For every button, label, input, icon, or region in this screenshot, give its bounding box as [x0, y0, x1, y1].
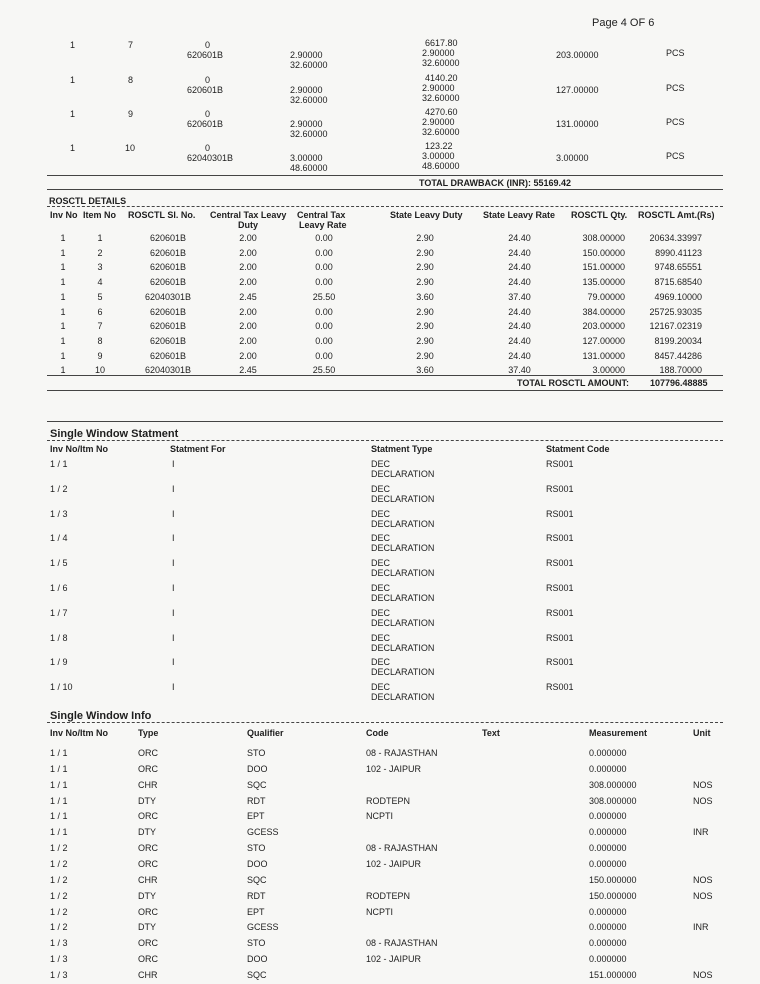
- inv-itm-no: 1 / 1: [50, 796, 68, 806]
- central-tax-duty: 2.00: [239, 321, 257, 331]
- col-code: Code: [366, 728, 389, 738]
- quantity: 3.00000: [556, 153, 589, 163]
- statment-code: RS001: [546, 558, 574, 568]
- rosctl-total-label: TOTAL ROSCTL AMOUNT:: [517, 378, 629, 388]
- rate-line: 2.90000: [290, 50, 323, 60]
- statment-type: DECLARATION: [371, 643, 435, 653]
- quantity: 203.00000: [556, 50, 599, 60]
- rosctl-sl-no: 620601B: [149, 277, 187, 287]
- unit: NOS: [693, 891, 713, 901]
- amount-line: 32.60000: [422, 58, 460, 68]
- code-line: 620601B: [187, 119, 224, 129]
- statment-for: I: [172, 657, 175, 667]
- measurement: 0.000000: [589, 938, 627, 948]
- inv-no: 1: [70, 40, 76, 50]
- col-unit: Unit: [693, 728, 711, 738]
- amount-line: 2.90000: [422, 117, 455, 127]
- rosctl-qty: 150.00000: [582, 248, 625, 258]
- code: 08 - RAJASTHAN: [366, 748, 438, 758]
- inv-no: 1: [60, 262, 66, 272]
- statment-type: DEC: [371, 682, 391, 692]
- rosctl-sl-no: 62040301B: [144, 365, 192, 375]
- rate-line: 32.60000: [290, 129, 328, 139]
- col-qualifier: Qualifier: [247, 728, 284, 738]
- inv-no: 1: [60, 292, 66, 302]
- code: 102 - JAIPUR: [366, 859, 422, 869]
- swi-title: Single Window Info: [50, 710, 152, 722]
- code: NCPTI: [366, 811, 393, 821]
- inv-itm-no: 1 / 1: [50, 827, 68, 837]
- qualifier: STO: [247, 938, 266, 948]
- central-tax-rate: 0.00: [315, 351, 333, 361]
- central-tax-duty: 2.00: [239, 336, 257, 346]
- col-statment-for: Statment For: [170, 444, 226, 454]
- type: DTY: [138, 922, 156, 932]
- inv-no: 1: [60, 277, 66, 287]
- measurement: 308.000000: [589, 796, 637, 806]
- qualifier: DOO: [247, 859, 268, 869]
- code-line: 0: [205, 75, 211, 85]
- item-no: 7: [128, 40, 134, 50]
- state-leavy-rate: 24.40: [508, 248, 531, 258]
- rosctl-sl-no: 620601B: [149, 321, 187, 331]
- rate-line: 32.60000: [290, 95, 328, 105]
- measurement: 308.000000: [589, 780, 637, 790]
- inv-no: 1: [60, 248, 66, 258]
- item-no: 10: [94, 365, 105, 375]
- measurement: 150.000000: [589, 891, 637, 901]
- inv-itm-no: 1 / 3: [50, 954, 68, 964]
- rosctl-sl-no: 620601B: [149, 262, 187, 272]
- central-tax-duty: 2.45: [239, 365, 257, 375]
- state-leavy-duty: 2.90: [416, 248, 434, 258]
- statment-code: RS001: [546, 484, 574, 494]
- statment-for: I: [172, 558, 175, 568]
- inv-itm-no: 1 / 1: [50, 780, 68, 790]
- inv-itm-no: 1 / 2: [50, 922, 68, 932]
- statment-for: I: [172, 633, 175, 643]
- central-tax-duty: 2.45: [239, 292, 257, 302]
- rosctl-sl-no: 620601B: [149, 336, 187, 346]
- inv-no: 1: [60, 233, 66, 243]
- item-no: 10: [125, 143, 136, 153]
- central-tax-rate: 0.00: [315, 321, 333, 331]
- unit: PCS: [666, 151, 685, 161]
- rate-line: 2.90000: [290, 85, 323, 95]
- inv-itm-no: 1 / 7: [50, 608, 68, 618]
- col-central-tax-leavy-rate: Leavy Rate: [299, 220, 347, 230]
- statment-code: RS001: [546, 682, 574, 692]
- inv-itm-no: 1 / 2: [50, 484, 68, 494]
- divider: [47, 175, 723, 176]
- qualifier: DOO: [247, 954, 268, 964]
- statment-type: DEC: [371, 608, 391, 618]
- central-tax-duty: 2.00: [239, 307, 257, 317]
- rosctl-qty: 131.00000: [582, 351, 625, 361]
- inv-itm-no: 1 / 1: [50, 748, 68, 758]
- inv-no: 1: [70, 75, 76, 85]
- type: ORC: [138, 954, 158, 964]
- statment-type: DECLARATION: [371, 618, 435, 628]
- state-leavy-rate: 37.40: [508, 292, 531, 302]
- statment-for: I: [172, 533, 175, 543]
- unit: INR: [693, 922, 709, 932]
- statment-type: DECLARATION: [371, 593, 435, 603]
- central-tax-duty: 2.00: [239, 277, 257, 287]
- col-rosctl-qty: ROSCTL Qty.: [571, 210, 628, 220]
- rate-line: 48.60000: [290, 163, 328, 173]
- col-inv-no: Inv No: [50, 210, 78, 220]
- measurement: 0.000000: [589, 859, 627, 869]
- rosctl-amount: 8715.68540: [654, 277, 702, 287]
- code: 08 - RAJASTHAN: [366, 938, 438, 948]
- code: RODTEPN: [366, 796, 411, 806]
- measurement: 0.000000: [589, 764, 627, 774]
- code-line: 62040301B: [187, 153, 234, 163]
- rate-line: 2.90000: [290, 119, 323, 129]
- col-inv-itm-no: Inv No/Itm No: [50, 728, 108, 738]
- inv-itm-no: 1 / 1: [50, 764, 68, 774]
- inv-itm-no: 1 / 2: [50, 891, 68, 901]
- statment-code: RS001: [546, 583, 574, 593]
- statment-type: DECLARATION: [371, 469, 435, 479]
- rosctl-qty: 3.00000: [592, 365, 625, 375]
- type: DTY: [138, 796, 156, 806]
- col-rosctl-sl-no: ROSCTL Sl. No.: [128, 210, 196, 220]
- statment-for: I: [172, 484, 175, 494]
- qualifier: EPT: [247, 907, 265, 917]
- state-leavy-rate: 24.40: [508, 321, 531, 331]
- inv-itm-no: 1 / 6: [50, 583, 68, 593]
- col-statment-code: Statment Code: [546, 444, 610, 454]
- statment-type: DEC: [371, 657, 391, 667]
- code: 102 - JAIPUR: [366, 954, 422, 964]
- divider: [47, 421, 723, 422]
- inv-itm-no: 1 / 3: [50, 938, 68, 948]
- statment-code: RS001: [546, 657, 574, 667]
- central-tax-rate: 0.00: [315, 262, 333, 272]
- central-tax-rate: 0.00: [315, 307, 333, 317]
- measurement: 0.000000: [589, 811, 627, 821]
- col-inv-itm-no: Inv No/Itm No: [50, 444, 108, 454]
- dashed-divider: [47, 206, 723, 207]
- central-tax-rate: 0.00: [315, 233, 333, 243]
- type: ORC: [138, 764, 158, 774]
- total-drawback: TOTAL DRAWBACK (INR): 55169.42: [419, 178, 572, 188]
- inv-no: 1: [70, 109, 76, 119]
- code: 08 - RAJASTHAN: [366, 843, 438, 853]
- type: ORC: [138, 748, 158, 758]
- code-line: 620601B: [187, 50, 224, 60]
- statment-type: DECLARATION: [371, 519, 435, 529]
- divider: [47, 390, 723, 391]
- state-leavy-duty: 2.90: [416, 277, 434, 287]
- quantity: 131.00000: [556, 119, 599, 129]
- col-state-leavy-rate: State Leavy Rate: [483, 210, 556, 220]
- rosctl-qty: 127.00000: [582, 336, 625, 346]
- state-leavy-duty: 2.90: [416, 262, 434, 272]
- unit: NOS: [693, 796, 713, 806]
- inv-itm-no: 1 / 8: [50, 633, 68, 643]
- type: ORC: [138, 938, 158, 948]
- col-central-tax-leavy-rate: Central Tax: [297, 210, 346, 220]
- type: CHR: [138, 970, 158, 980]
- inv-itm-no: 1 / 3: [50, 509, 68, 519]
- unit: PCS: [666, 83, 685, 93]
- type: ORC: [138, 859, 158, 869]
- type: ORC: [138, 843, 158, 853]
- quantity: 127.00000: [556, 85, 599, 95]
- statment-code: RS001: [546, 633, 574, 643]
- unit: NOS: [693, 875, 713, 885]
- qualifier: GCESS: [247, 922, 279, 932]
- state-leavy-rate: 24.40: [508, 277, 531, 287]
- item-no: 7: [97, 321, 103, 331]
- item-no: 4: [97, 277, 103, 287]
- inv-itm-no: 1 / 3: [50, 970, 68, 980]
- statment-code: RS001: [546, 608, 574, 618]
- dashed-divider: [47, 722, 723, 723]
- rosctl-amount: 8457.44286: [654, 351, 702, 361]
- rosctl-sl-no: 620601B: [149, 307, 187, 317]
- inv-no: 1: [60, 336, 66, 346]
- rosctl-amount: 4969.10000: [654, 292, 702, 302]
- statment-type: DEC: [371, 509, 391, 519]
- inv-itm-no: 1 / 1: [50, 811, 68, 821]
- central-tax-duty: 2.00: [239, 233, 257, 243]
- statment-for: I: [172, 608, 175, 618]
- statment-type: DECLARATION: [371, 543, 435, 553]
- rosctl-amount: 25725.93035: [649, 307, 702, 317]
- state-leavy-rate: 24.40: [508, 262, 531, 272]
- type: ORC: [138, 811, 158, 821]
- rosctl-qty: 203.00000: [582, 321, 625, 331]
- statment-type: DEC: [371, 633, 391, 643]
- inv-no: 1: [60, 321, 66, 331]
- measurement: 0.000000: [589, 954, 627, 964]
- inv-no: 1: [60, 307, 66, 317]
- statment-code: RS001: [546, 533, 574, 543]
- amount-line: 32.60000: [422, 127, 460, 137]
- unit: NOS: [693, 780, 713, 790]
- unit: PCS: [666, 48, 685, 58]
- central-tax-rate: 0.00: [315, 336, 333, 346]
- central-tax-rate: 0.00: [315, 277, 333, 287]
- inv-itm-no: 1 / 2: [50, 875, 68, 885]
- rosctl-total-value: 107796.48885: [650, 378, 708, 388]
- central-tax-rate: 25.50: [312, 292, 336, 302]
- code-line: 0: [205, 40, 211, 50]
- divider: [47, 375, 723, 376]
- sws-title: Single Window Statment: [50, 428, 179, 440]
- inv-itm-no: 1 / 10: [50, 682, 73, 692]
- qualifier: EPT: [247, 811, 265, 821]
- item-no: 9: [128, 109, 134, 119]
- code: RODTEPN: [366, 891, 411, 901]
- statment-for: I: [172, 682, 175, 692]
- statment-code: RS001: [546, 509, 574, 519]
- statment-type: DECLARATION: [371, 568, 435, 578]
- statment-type: DEC: [371, 484, 391, 494]
- rosctl-amount: 20634.33997: [649, 233, 702, 243]
- rosctl-sl-no: 620601B: [149, 233, 187, 243]
- divider: [47, 189, 723, 190]
- rosctl-sl-no: 62040301B: [144, 292, 192, 302]
- amount-line: 2.90000: [422, 83, 455, 93]
- rosctl-amount: 188.70000: [659, 365, 702, 375]
- inv-itm-no: 1 / 1: [50, 459, 68, 469]
- code: 102 - JAIPUR: [366, 764, 422, 774]
- amount-line: 48.60000: [422, 161, 460, 171]
- rosctl-sl-no: 620601B: [149, 351, 187, 361]
- amount-line: 6617.80: [425, 38, 458, 48]
- rosctl-qty: 135.00000: [582, 277, 625, 287]
- measurement: 0.000000: [589, 922, 627, 932]
- col-text: Text: [482, 728, 500, 738]
- unit: INR: [693, 827, 709, 837]
- item-no: 8: [128, 75, 134, 85]
- col-central-tax-leavy-duty: Central Tax Leavy: [210, 210, 287, 220]
- measurement: 0.000000: [589, 827, 627, 837]
- qualifier: GCESS: [247, 827, 279, 837]
- code-line: 0: [205, 143, 211, 153]
- inv-itm-no: 1 / 2: [50, 843, 68, 853]
- statment-type: DEC: [371, 459, 391, 469]
- inv-no: 1: [60, 351, 66, 361]
- item-no: 6: [97, 307, 103, 317]
- qualifier: RDT: [247, 796, 266, 806]
- statment-code: RS001: [546, 459, 574, 469]
- rate-line: 3.00000: [290, 153, 323, 163]
- statment-type: DECLARATION: [371, 692, 435, 702]
- type: ORC: [138, 907, 158, 917]
- col-item-no: Item No: [83, 210, 117, 220]
- rosctl-amount: 9748.65551: [654, 262, 702, 272]
- inv-itm-no: 1 / 4: [50, 533, 68, 543]
- item-no: 5: [97, 292, 103, 302]
- item-no: 8: [97, 336, 103, 346]
- rosctl-sl-no: 620601B: [149, 248, 187, 258]
- central-tax-rate: 25.50: [312, 365, 336, 375]
- rosctl-qty: 384.00000: [582, 307, 625, 317]
- col-central-tax-leavy-duty: Duty: [238, 220, 258, 230]
- state-leavy-duty: 2.90: [416, 321, 434, 331]
- page-number: Page 4 OF 6: [592, 17, 655, 29]
- type: DTY: [138, 827, 156, 837]
- state-leavy-duty: 3.60: [416, 292, 434, 302]
- item-no: 9: [97, 351, 103, 361]
- measurement: 151.000000: [589, 970, 637, 980]
- rosctl-qty: 308.00000: [582, 233, 625, 243]
- measurement: 0.000000: [589, 907, 627, 917]
- type: DTY: [138, 891, 156, 901]
- code: NCPTI: [366, 907, 393, 917]
- col-state-leavy-duty: State Leavy Duty: [390, 210, 463, 220]
- qualifier: STO: [247, 843, 266, 853]
- statment-type: DECLARATION: [371, 494, 435, 504]
- rosctl-amount: 12167.02319: [649, 321, 702, 331]
- qualifier: DOO: [247, 764, 268, 774]
- col-statment-type: Statment Type: [371, 444, 433, 454]
- state-leavy-duty: 2.90: [416, 336, 434, 346]
- statment-for: I: [172, 459, 175, 469]
- rosctl-amount: 8990.41123: [655, 248, 702, 258]
- state-leavy-rate: 24.40: [508, 233, 531, 243]
- item-no: 2: [97, 248, 103, 258]
- rosctl-amount: 8199.20034: [654, 336, 702, 346]
- item-no: 1: [97, 233, 103, 243]
- amount-line: 3.00000: [422, 151, 455, 161]
- state-leavy-duty: 2.90: [416, 233, 434, 243]
- state-leavy-rate: 24.40: [508, 351, 531, 361]
- statment-type: DEC: [371, 583, 391, 593]
- central-tax-rate: 0.00: [315, 248, 333, 258]
- inv-itm-no: 1 / 9: [50, 657, 68, 667]
- rosctl-title: ROSCTL DETAILS: [49, 196, 127, 206]
- amount-line: 123.22: [425, 141, 453, 151]
- type: CHR: [138, 875, 158, 885]
- state-leavy-duty: 3.60: [416, 365, 434, 375]
- rosctl-qty: 79.00000: [587, 292, 625, 302]
- inv-itm-no: 1 / 2: [50, 907, 68, 917]
- code-line: 620601B: [187, 85, 224, 95]
- state-leavy-duty: 2.90: [416, 351, 434, 361]
- col-measurement: Measurement: [589, 728, 648, 738]
- state-leavy-rate: 24.40: [508, 336, 531, 346]
- code-line: 0: [205, 109, 211, 119]
- qualifier: SQC: [247, 970, 267, 980]
- col-type: Type: [138, 728, 159, 738]
- inv-itm-no: 1 / 2: [50, 859, 68, 869]
- statment-for: I: [172, 509, 175, 519]
- rate-line: 32.60000: [290, 60, 328, 70]
- state-leavy-rate: 24.40: [508, 307, 531, 317]
- amount-line: 32.60000: [422, 93, 460, 103]
- rosctl-qty: 151.00000: [582, 262, 625, 272]
- qualifier: SQC: [247, 780, 267, 790]
- amount-line: 4270.60: [425, 107, 458, 117]
- measurement: 0.000000: [589, 843, 627, 853]
- qualifier: RDT: [247, 891, 266, 901]
- type: CHR: [138, 780, 158, 790]
- qualifier: STO: [247, 748, 266, 758]
- measurement: 150.000000: [589, 875, 637, 885]
- statment-for: I: [172, 583, 175, 593]
- inv-no: 1: [60, 365, 66, 375]
- qualifier: SQC: [247, 875, 267, 885]
- unit: PCS: [666, 117, 685, 127]
- dashed-divider: [47, 440, 723, 441]
- amount-line: 2.90000: [422, 48, 455, 58]
- central-tax-duty: 2.00: [239, 262, 257, 272]
- unit: NOS: [693, 970, 713, 980]
- measurement: 0.000000: [589, 748, 627, 758]
- statment-type: DEC: [371, 558, 391, 568]
- statment-type: DEC: [371, 533, 391, 543]
- item-no: 3: [97, 262, 103, 272]
- inv-no: 1: [70, 143, 76, 153]
- central-tax-duty: 2.00: [239, 351, 257, 361]
- inv-itm-no: 1 / 5: [50, 558, 68, 568]
- state-leavy-duty: 2.90: [416, 307, 434, 317]
- statment-type: DECLARATION: [371, 667, 435, 677]
- central-tax-duty: 2.00: [239, 248, 257, 258]
- col-rosctl-amt: ROSCTL Amt.(Rs): [638, 210, 715, 220]
- amount-line: 4140.20: [425, 73, 458, 83]
- state-leavy-rate: 37.40: [508, 365, 531, 375]
